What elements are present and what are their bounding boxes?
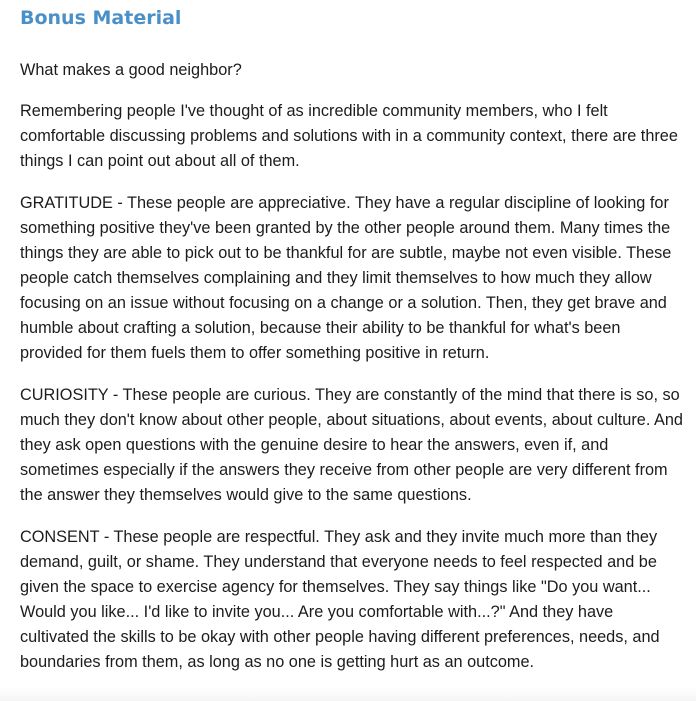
section-heading: Bonus Material (20, 7, 182, 29)
consent-paragraph: CONSENT - These people are respectful. They ask and they invite much more than they demand, guilt, or shame. They understand that everyone needs to feel respected and be given the space to exercise agency for themselves. They say things like "Do you want... Would you like... I'd like to invite you... Are you comfortable with...?" And they have cultivated the skills to be okay with other people having different preferences, needs, and boundaries from them, as long as no one is getting hurt as an outcome. (20, 528, 660, 671)
article-body (20, 58, 684, 692)
gratitude-paragraph: GRATITUDE - These people are appreciative. They have a regular discipline of looking for something positive they've been granted by the other people around them. Many times the things they are able to pick out to be thankful for are subtle, maybe not even visible. These people catch themselves complaining and they limit themselves to how much they allow focusing on an issue without focusing on a change or a solution. Then, they get brave and humble about crafting a solution, because their ability to be thankful for what's been provided for them fuels them to offer something positive in return. (20, 194, 672, 362)
intro-paragraph: Remembering people I've thought of as incredible community members, who I felt comfortable discussing problems and solutions with in a community context, there are three things I can point out about all of them. (20, 102, 678, 170)
curiosity-paragraph: CURIOSITY - These people are curious. They are constantly of the mind that there is so, so much they don't know about other people, about situations, about events, about culture. And they ask open questions with the genuine desire to hear the answers, even if, and sometimes especially if the answers they receive from other people are very different from the answer they themselves would give to the same questions. (20, 386, 683, 504)
question-paragraph: What makes a good neighbor? (20, 61, 242, 79)
bottom-edge-shadow (0, 687, 696, 701)
